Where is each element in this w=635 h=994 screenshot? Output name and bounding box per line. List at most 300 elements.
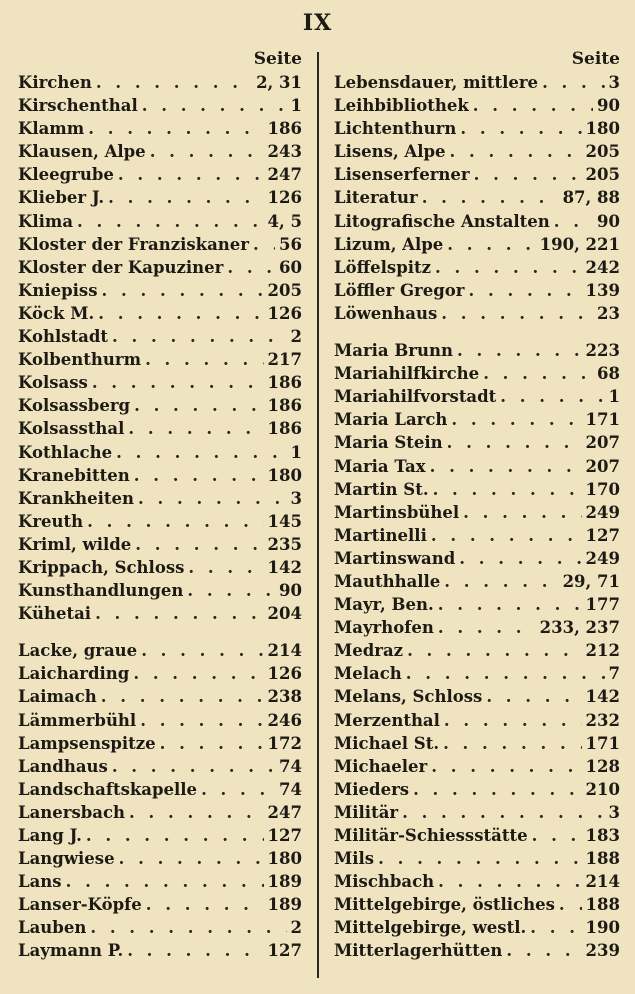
leader-dots: [112, 441, 286, 464]
leader-dots: [470, 163, 582, 186]
index-entry: [334, 302, 620, 325]
entry-page-reference: 188: [585, 895, 620, 915]
index-entry: [18, 140, 302, 163]
index-entry: [334, 570, 620, 593]
entry-name: Merzenthal: [334, 710, 440, 730]
entry-page-reference: 2: [290, 918, 302, 938]
entry-page-reference: 126: [267, 188, 302, 208]
entry-name: Kirchen: [18, 73, 92, 92]
entry-page-reference: 183: [585, 826, 620, 845]
index-entry: [334, 778, 620, 801]
entry-name: Lisens, Alpe: [334, 142, 446, 162]
leader-dots: [443, 431, 582, 454]
entry-page-reference: 180: [585, 119, 620, 139]
leader-dots: [455, 547, 581, 570]
entry-name: Maria Tax: [334, 456, 426, 476]
entry-name: Lizum, Alpe: [334, 234, 444, 254]
entry-name: Köck M.: [18, 303, 95, 323]
leader-dots: [440, 709, 582, 732]
entry-page-reference: 214: [267, 641, 302, 661]
index-entry: [18, 709, 302, 732]
entry-page-reference: 180: [267, 849, 302, 869]
leader-dots: [434, 870, 581, 893]
leader-dots: [84, 117, 263, 140]
entry-name: Mitterlagerhütten: [334, 941, 503, 961]
entry-page-reference: 56: [279, 234, 302, 254]
index-entry: [334, 256, 620, 279]
index-entry: [334, 685, 620, 708]
entry-page-reference: 1: [290, 96, 302, 116]
entry-page-reference: 3: [608, 73, 620, 92]
index-entry: [18, 302, 302, 325]
leader-dots: [443, 233, 535, 256]
entry-page-reference: 2: [290, 327, 302, 347]
index-entry: [334, 939, 620, 962]
leader-dots: [136, 709, 263, 732]
entry-name: Löwenhaus: [334, 303, 438, 323]
entry-name: Kothlache: [18, 442, 113, 462]
entry-page-reference: 139: [585, 280, 620, 300]
entry-name: Lacke, graue: [18, 641, 138, 661]
leader-dots: [125, 801, 264, 824]
left-index-column: [18, 48, 302, 963]
entry-page-reference: 180: [267, 465, 302, 485]
index-entry: [334, 431, 620, 454]
leader-dots: [184, 556, 263, 579]
index-entry: [18, 348, 302, 371]
entry-page-reference: 186: [267, 396, 302, 416]
entry-page-reference: 128: [585, 756, 620, 776]
entry-page-reference: 142: [267, 557, 302, 577]
entry-name: Kirschenthal: [18, 96, 138, 116]
leader-dots: [528, 824, 582, 847]
entry-name: Mariahilfkirche: [334, 364, 480, 384]
leader-dots: [496, 385, 604, 408]
leader-dots: [439, 732, 581, 755]
entry-page-reference: 214: [585, 872, 620, 892]
entry-page-reference: 90: [597, 211, 620, 231]
entry-name: Michael St.: [334, 733, 440, 753]
entry-page-reference: 249: [585, 548, 620, 568]
entry-name: Mils: [334, 849, 375, 869]
entry-name: Kniepiss: [18, 280, 98, 300]
leader-dots: [129, 662, 263, 685]
entry-page-reference: 205: [585, 142, 620, 162]
entry-page-reference: 186: [267, 119, 302, 139]
index-entry: [334, 547, 620, 570]
index-entry: [334, 408, 620, 431]
entry-page-reference: 90: [279, 581, 302, 601]
entry-page-reference: 126: [267, 664, 302, 684]
entry-page-reference: 142: [585, 687, 620, 707]
entry-name: Landhaus: [18, 756, 108, 776]
entry-name: Kolsassberg: [18, 396, 131, 416]
index-entry: [18, 279, 302, 302]
entry-name: Kolbenthurm: [18, 350, 142, 370]
leader-dots: [88, 371, 264, 394]
index-entry: [18, 533, 302, 556]
entry-page-reference: 246: [267, 710, 302, 730]
index-entry: [18, 487, 302, 510]
leader-dots: [502, 939, 581, 962]
index-entry: [334, 662, 620, 685]
index-entry: [18, 824, 302, 847]
index-entry: [334, 163, 620, 186]
leader-dots: [398, 801, 604, 824]
index-entry: [18, 916, 302, 939]
leader-dots: [479, 362, 593, 385]
entry-page-reference: 186: [267, 419, 302, 439]
index-entry: [334, 455, 620, 478]
entry-page-reference: 205: [267, 280, 302, 300]
leader-dots: [130, 394, 263, 417]
entry-page-reference: 177: [585, 595, 620, 615]
entry-page-reference: 127: [267, 941, 302, 961]
entry-page-reference: 171: [585, 410, 620, 430]
leader-dots: [456, 117, 581, 140]
entry-name: Lans: [18, 872, 62, 892]
entry-name: Michaeler: [334, 756, 428, 776]
index-entry: [18, 371, 302, 394]
left-column-header: Seite: [253, 49, 302, 69]
index-entry: [18, 755, 302, 778]
entry-page-reference: 23: [597, 303, 620, 323]
leader-dots: [138, 94, 287, 117]
entry-page-reference: 235: [267, 534, 302, 554]
leader-dots: [550, 210, 593, 233]
entry-name: Kleegrube: [18, 165, 114, 185]
entry-name: Krankheiten: [18, 488, 135, 508]
entry-name: Laicharding: [18, 664, 130, 684]
leader-dots: [131, 533, 263, 556]
right-index-column: [334, 48, 620, 963]
index-entry: [334, 616, 620, 639]
leader-dots: [73, 210, 264, 233]
entry-page-reference: 249: [585, 502, 620, 522]
entry-name: Martinswand: [334, 548, 456, 568]
leader-dots: [134, 487, 286, 510]
entry-name: Klausen, Alpe: [18, 142, 146, 162]
index-entry: [334, 279, 620, 302]
entry-page-reference: 87, 88: [562, 188, 620, 208]
index-entry: [18, 662, 302, 685]
entry-page-reference: 233, 237: [539, 618, 620, 638]
leader-dots: [142, 893, 264, 916]
leader-dots: [115, 847, 264, 870]
entry-name: Lanser-Köpfe: [18, 895, 142, 915]
entry-page-reference: 74: [279, 779, 302, 799]
entry-name: Lichtenthurn: [334, 119, 457, 139]
entry-page-reference: 171: [585, 733, 620, 753]
leader-dots: [83, 510, 263, 533]
leader-dots: [431, 256, 582, 279]
index-entry: [334, 339, 620, 362]
entry-page-reference: 90: [597, 96, 620, 116]
right-index-entries: [334, 71, 620, 963]
leader-dots: [108, 755, 275, 778]
index-entry: [18, 94, 302, 117]
entry-name: Maria Brunn: [334, 341, 453, 361]
entry-page-reference: 247: [267, 165, 302, 185]
index-entry: [334, 117, 620, 140]
entry-name: Melans, Schloss: [334, 687, 483, 707]
index-entry: [18, 847, 302, 870]
entry-name: Mischbach: [334, 872, 435, 892]
entry-page-reference: 189: [267, 895, 302, 915]
entry-name: Lebensdauer, mittlere: [334, 73, 539, 92]
entry-page-reference: 1: [290, 442, 302, 462]
leader-dots: [146, 140, 264, 163]
index-entry: [18, 579, 302, 602]
entry-name: Martin St.: [334, 479, 429, 499]
index-entry: [18, 939, 302, 962]
entry-name: Martinelli: [334, 525, 427, 545]
index-entry: [334, 140, 620, 163]
index-entry: [334, 755, 620, 778]
entry-name: Martinsbühel: [334, 502, 460, 522]
index-entry: [18, 117, 302, 140]
right-column-header: Seite: [571, 49, 620, 69]
index-entry: [18, 893, 302, 916]
index-entry: [334, 501, 620, 524]
entry-name: Mieders: [334, 779, 410, 799]
leader-dots: [141, 348, 263, 371]
entry-page-reference: 242: [585, 257, 620, 277]
entry-page-reference: 7: [608, 664, 620, 684]
entry-page-reference: 247: [267, 802, 302, 822]
entry-name: Kriml, wilde: [18, 534, 132, 554]
entry-name: Militär: [334, 802, 399, 822]
entry-page-reference: 207: [585, 456, 620, 476]
leader-dots: [459, 501, 581, 524]
leader-dots: [197, 778, 275, 801]
leader-dots: [104, 186, 263, 209]
entry-page-reference: 3: [608, 802, 620, 822]
entry-name: Maria Larch: [334, 410, 448, 430]
entry-name: Kreuth: [18, 511, 84, 531]
index-entry: [334, 824, 620, 847]
entry-name: Kloster der Kapuziner: [18, 257, 224, 277]
entry-name: Laymann P.: [18, 941, 124, 961]
entry-page-reference: 74: [279, 756, 302, 776]
entry-name: Mayrhofen: [334, 618, 434, 638]
leader-dots: [469, 94, 593, 117]
entry-page-reference: 4, 5: [267, 211, 302, 231]
leader-dots: [183, 579, 275, 602]
leader-dots: [446, 140, 582, 163]
leader-dots: [156, 732, 264, 755]
entry-page-reference: 239: [585, 941, 620, 961]
entry-name: Klima: [18, 211, 74, 231]
index-entry: [334, 362, 620, 385]
index-entry: [18, 210, 302, 233]
index-entry: [334, 210, 620, 233]
index-entry: [334, 893, 620, 916]
entry-name: Kohlstadt: [18, 327, 109, 347]
leader-dots: [437, 302, 593, 325]
leader-dots: [403, 639, 581, 662]
letter-group-gap: [334, 325, 620, 339]
entry-page-reference: 127: [267, 826, 302, 845]
index-entry: [18, 394, 302, 417]
leader-dots: [538, 71, 604, 94]
leader-dots: [123, 939, 263, 962]
index-entry: [18, 556, 302, 579]
entry-name: Löffler Gregor: [334, 280, 465, 300]
entry-name: Lämmerbühl: [18, 710, 137, 730]
index-entry: [18, 602, 302, 625]
column-divider: [317, 52, 319, 978]
leader-dots: [124, 417, 263, 440]
entry-name: Langwiese: [18, 849, 115, 869]
entry-page-reference: 223: [585, 341, 620, 361]
index-entry: [334, 847, 620, 870]
leader-dots: [434, 593, 582, 616]
entry-page-reference: 190: [585, 918, 620, 938]
index-entry: [334, 916, 620, 939]
entry-page-reference: 188: [585, 849, 620, 869]
entry-page-reference: 126: [267, 303, 302, 323]
leader-dots: [427, 524, 582, 547]
entry-name: Kloster der Franziskaner: [18, 234, 249, 254]
leader-dots: [526, 916, 581, 939]
index-entry: [18, 870, 302, 893]
entry-page-reference: 60: [279, 257, 302, 277]
index-entry: [18, 464, 302, 487]
entry-name: Lampsenspitze: [18, 733, 156, 753]
index-entry: [18, 256, 302, 279]
entry-name: Klamm: [18, 119, 85, 139]
entry-page-reference: 172: [267, 733, 302, 753]
index-entry: [334, 870, 620, 893]
entry-page-reference: 127: [585, 525, 620, 545]
index-entry: [18, 325, 302, 348]
index-entry: [18, 441, 302, 464]
entry-name: Kranebitten: [18, 465, 130, 485]
entry-name: Melach: [334, 664, 402, 684]
leader-dots: [130, 464, 264, 487]
leader-dots: [97, 685, 264, 708]
entry-page-reference: 238: [267, 687, 302, 707]
leader-dots: [447, 408, 581, 431]
index-entry: [334, 478, 620, 501]
entry-page-reference: 170: [585, 479, 620, 499]
entry-page-reference: 232: [585, 710, 620, 730]
entry-name: Lisenserferner: [334, 165, 470, 185]
leader-dots: [137, 639, 263, 662]
index-entry: [334, 801, 620, 824]
index-entry: [334, 385, 620, 408]
entry-page-reference: 190, 221: [539, 234, 620, 254]
entry-page-reference: 207: [585, 433, 620, 453]
entry-name: Litografische Anstalten: [334, 211, 550, 231]
entry-page-reference: 29, 71: [562, 571, 620, 591]
index-entry: [334, 732, 620, 755]
index-entry: [334, 639, 620, 662]
entry-name: Klieber J.: [18, 188, 105, 208]
leader-dots: [249, 233, 275, 256]
entry-name: Mariahilfvorstadt: [334, 387, 497, 407]
entry-name: Mittelgebirge, östliches: [334, 895, 555, 915]
entry-name: Maria Stein: [334, 433, 443, 453]
entry-page-reference: 243: [267, 142, 302, 162]
leader-dots: [429, 478, 582, 501]
entry-name: Laimach: [18, 687, 97, 707]
index-entry: [18, 233, 302, 256]
leader-dots: [409, 778, 581, 801]
leader-dots: [427, 755, 581, 778]
entry-name: Krippach, Schloss: [18, 557, 185, 577]
entry-page-reference: 186: [267, 373, 302, 393]
entry-name: Kunsthandlungen: [18, 581, 184, 601]
entry-name: Medraz: [334, 641, 404, 661]
leader-dots: [434, 616, 536, 639]
leader-dots: [108, 325, 287, 348]
index-entry: [18, 685, 302, 708]
page-number: IX: [302, 10, 333, 36]
entry-name: Mauthhalle: [334, 571, 441, 591]
leader-dots: [94, 302, 263, 325]
entry-page-reference: 210: [585, 779, 620, 799]
entry-page-reference: 205: [585, 165, 620, 185]
entry-name: Lang J.: [18, 826, 82, 845]
entry-name: Literatur: [334, 188, 418, 208]
index-entry: [18, 801, 302, 824]
index-entry: [334, 186, 620, 209]
entry-name: Löffelspitz: [334, 257, 432, 277]
leader-dots: [418, 186, 559, 209]
entry-page-reference: 204: [267, 604, 302, 624]
leader-dots: [426, 455, 582, 478]
leader-dots: [92, 71, 252, 94]
entry-name: Militär-Schiessstätte: [334, 826, 528, 845]
index-entry: [18, 639, 302, 662]
entry-name: Leihbibliothek: [334, 96, 469, 116]
index-entry: [18, 510, 302, 533]
leader-dots: [465, 279, 582, 302]
entry-name: Kolsassthal: [18, 419, 125, 439]
left-index-entries: [18, 71, 302, 963]
index-entry: [18, 417, 302, 440]
index-entry: [18, 163, 302, 186]
index-entry: [334, 94, 620, 117]
entry-page-reference: 68: [597, 364, 620, 384]
entry-name: Mayr, Ben.: [334, 595, 434, 615]
entry-page-reference: 212: [585, 641, 620, 661]
entry-name: Kühetai: [18, 604, 92, 624]
leader-dots: [482, 685, 581, 708]
entry-name: Lanersbach: [18, 802, 126, 822]
leader-dots: [62, 870, 264, 893]
index-entry: [334, 709, 620, 732]
entry-name: Lauben: [18, 918, 87, 938]
leader-dots: [223, 256, 275, 279]
entry-name: Mittelgebirge, westl.: [334, 918, 527, 938]
leader-dots: [453, 339, 582, 362]
leader-dots: [82, 824, 264, 847]
index-entry: [334, 71, 620, 94]
index-entry: [334, 233, 620, 256]
index-entry: [18, 732, 302, 755]
entry-name: Kolsass: [18, 373, 88, 393]
index-entry: [334, 524, 620, 547]
entry-name: Landschaftskapelle: [18, 779, 198, 799]
letter-group-gap: [18, 625, 302, 639]
index-entry: [334, 593, 620, 616]
leader-dots: [91, 602, 263, 625]
entry-page-reference: 145: [267, 511, 302, 531]
leader-dots: [98, 279, 264, 302]
